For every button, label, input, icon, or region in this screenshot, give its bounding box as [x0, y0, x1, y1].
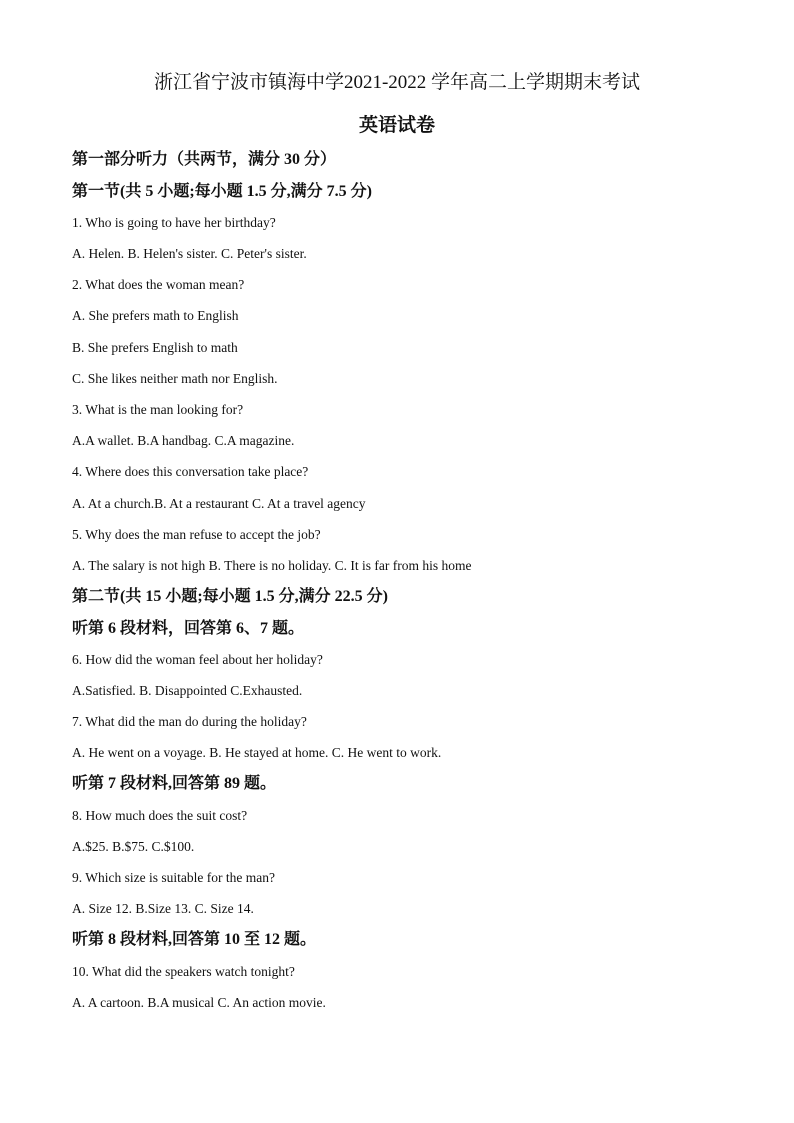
question-4: 4. Where does this conversation take place?: [72, 464, 309, 479]
material-heading: 听第 7 段材料,回答第 89 题。: [72, 775, 277, 792]
question-10-options: A. A cartoon. B.A musical C. An action movie.: [72, 995, 326, 1010]
section-heading: 第一节(共 5 小题;每小题 1.5 分,满分 7.5 分): [72, 183, 372, 200]
material-heading: 听第 8 段材料,回答第 10 至 12 题。: [72, 931, 317, 948]
question-2-option-a: A. She prefers math to English: [72, 308, 239, 323]
section-heading: 第二节(共 15 小题;每小题 1.5 分,满分 22.5 分): [72, 588, 388, 605]
question-3: 3. What is the man looking for?: [72, 402, 244, 417]
question-8-options: A.$25. B.$75. C.$100.: [72, 839, 195, 854]
exam-subtitle: 英语试卷: [358, 115, 435, 136]
question-7-options: A. He went on a voyage. B. He stayed at home. C. He went to work.: [72, 745, 442, 760]
material-heading: 听第 6 段材料，回答第 6、7 题。: [72, 620, 305, 637]
question-2: 2. What does the woman mean?: [72, 277, 245, 292]
question-6-options: A.Satisfied. B. Disappointed C.Exhausted.: [72, 683, 303, 698]
question-9: 9. Which size is suitable for the man?: [72, 870, 275, 885]
question-7: 7. What did the man do during the holiday?: [72, 714, 307, 729]
question-5-options: A. The salary is not high B. There is no holiday. C. It is far from his home: [72, 558, 472, 573]
question-2-option-b: B. She prefers English to math: [72, 340, 238, 355]
question-8: 8. How much does the suit cost?: [72, 808, 248, 823]
question-4-options: A. At a church.B. At a restaurant C. At a travel agency: [72, 496, 366, 511]
question-9-options: A. Size 12. B.Size 13. C. Size 14.: [72, 901, 254, 916]
part-heading: 第一部分听力（共两节，满分 30 分）: [72, 151, 337, 168]
question-5: 5. Why does the man refuse to accept the job?: [72, 527, 321, 542]
question-2-option-c: C. She likes neither math nor English.: [72, 371, 278, 386]
exam-title: 浙江省宁波市镇海中学2021-2022 学年高二上学期期末考试: [153, 72, 641, 93]
question-6: 6. How did the woman feel about her holiday?: [72, 652, 323, 667]
question-10: 10. What did the speakers watch tonight?: [72, 964, 295, 979]
question-1-options: A. Helen. B. Helen's sister. C. Peter's sister.: [72, 246, 307, 261]
question-1: 1. Who is going to have her birthday?: [72, 215, 276, 230]
question-3-options: A.A wallet. B.A handbag. C.A magazine.: [72, 433, 295, 448]
